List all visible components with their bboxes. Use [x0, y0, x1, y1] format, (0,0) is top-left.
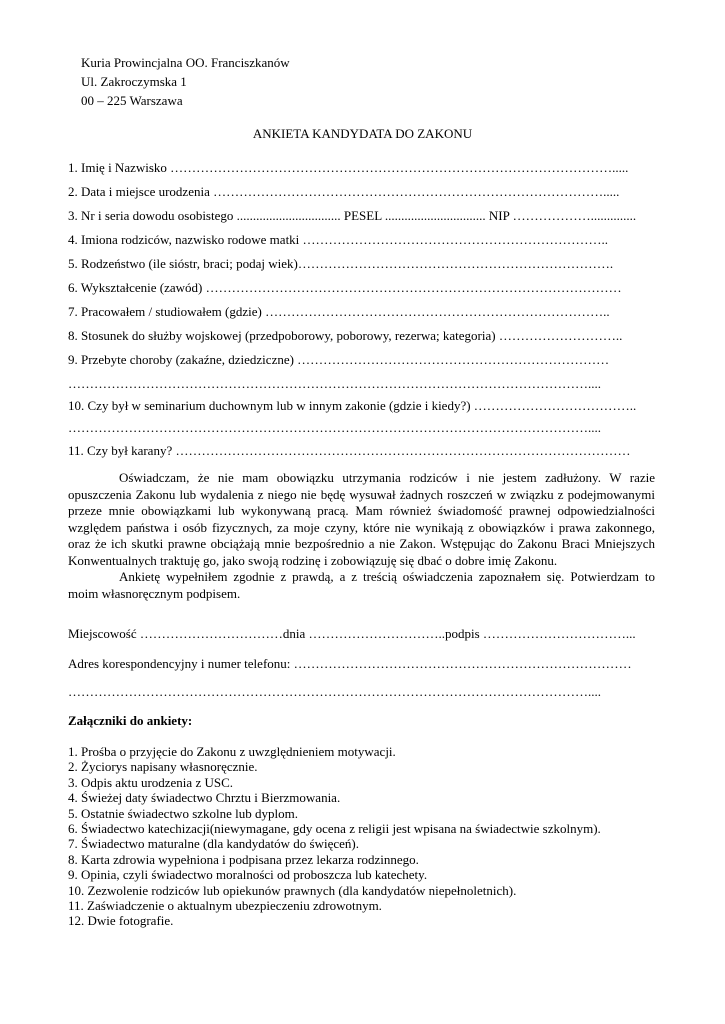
attachment-item: 4. Świeżej daty świadectwo Chrztu i Bierzmowania.: [68, 790, 341, 806]
address-line-2: Ul. Zakroczymska 1: [81, 74, 187, 89]
declaration-paragraph-2: Ankietę wypełniłem zgodnie z prawdą, a z treścią oświadczenia zapoznałem się. Potwierdzam to moim własnoręcznym podpisem.: [68, 569, 655, 601]
signature-line: Miejscowość ……………………………dnia …………………………..podpis ……………………………...: [68, 626, 636, 641]
question-1-name: 1. Imię i Nazwisko ………………………………………………………………………………………….....: [68, 160, 629, 175]
question-5-siblings: 5. Rodzeństwo (ile sióstr, braci; podaj wiek)……………………………………………………………….: [68, 256, 614, 271]
attachment-item: 11. Zaświadczenie o aktualnym ubezpieczeniu zdrowotnym.: [68, 898, 382, 914]
contact-line: Adres korespondencyjny i numer telefonu: ……………………………………………………………………: [68, 656, 632, 671]
attachment-item: 9. Opinia, czyli świadectwo moralności od proboszcza lub katechety.: [68, 867, 428, 883]
contact-line-continuation: …………………………………………………………………………………………………………....: [68, 684, 601, 699]
question-10-continuation: …………………………………………………………………………………………………………....: [68, 420, 601, 435]
attachments-heading: Załączniki do ankiety:: [68, 713, 193, 728]
attachment-item: 5. Ostatnie świadectwo szkolne lub dyplom.: [68, 805, 298, 821]
attachment-item: 8. Karta zdrowia wypełniona i podpisana przez lekarza rodzinnego.: [68, 851, 419, 867]
question-10-seminary: 10. Czy był w seminarium duchownym lub w innym zakonie (gdzie i kiedy?) ………………………………..: [68, 398, 637, 413]
attachment-item: 6. Świadectwo katechizacji(niewymagane, gdy ocena z religii jest wpisana na świadectwie szkolnym).: [68, 821, 601, 837]
question-3-id: 3. Nr i seria dowodu osobistego ................................ PESEL ............................... NIP ………………..............: [68, 208, 637, 223]
attachment-item: 1. Prośba o przyjęcie do Zakonu z uwzględnieniem motywacji.: [68, 744, 396, 759]
question-7-work: 7. Pracowałem / studiowałem (gdzie) ……………………………………………………………………..: [68, 304, 610, 319]
declaration: [68, 470, 655, 602]
question-6-education: 6. Wykształcenie (zawód) ……………………………………………………………………………………: [68, 280, 622, 295]
question-9-illnesses: 9. Przebyte choroby (zakaźne, dziedziczne) ………………………………………………………………: [68, 352, 610, 367]
recipient-address: [81, 53, 290, 110]
question-4-parents: 4. Imiona rodziców, nazwisko rodowe matki ……………………………………………………………..: [68, 232, 609, 247]
address-line-1: Kuria Prowincjalna OO. Franciszkanów: [81, 55, 290, 70]
attachment-item: 3. Odpis aktu urodzenia z USC.: [68, 774, 234, 790]
attachment-item: 12. Dwie fotografie.: [68, 913, 174, 929]
declaration-paragraph-1: Oświadczam, że nie mam obowiązku utrzymania rodziców i nie jestem zadłużony. W razie opuszczenia Zakonu lub wydalenia z niego nie będę wysuwał żadnych roszczeń w związku z podejmowanymi przeze mnie obowiązkami lub wykonywaną pracą. Mam również świadomość prawnej odpowiedzialności względem państwa i osób fizycznych, za moje czyny, które nie wynikają z obowiązków i prawa zakonnego, oraz że ich skutki prawne obciążają mnie bezpośrednio a nie Zakon. Wstępując do Zakonu Braci Mniejszych Konwentualnych traktuję go, jako swoją rodzinę i zobowiązuję się dbać o dobre imię Zakonu.: [68, 470, 655, 568]
address-line-3: 00 – 225 Warszawa: [81, 93, 183, 108]
attachments-list: [68, 744, 601, 929]
question-11-criminal: 11. Czy był karany? ……………………………………………………………………………………………: [68, 443, 631, 458]
question-2-birth: 2. Data i miejsce urodzenia ……………………………………………………………………………….....: [68, 184, 620, 199]
attachment-item: 10. Zezwolenie rodziców lub opiekunów prawnych (dla kandydatów niepełnoletnich).: [68, 882, 517, 898]
question-8-military: 8. Stosunek do służby wojskowej (przedpoborowy, poborowy, rezerwa; kategoria) ………………………..: [68, 328, 623, 343]
attachment-item: 2. Życiorys napisany własnoręcznie.: [68, 759, 258, 775]
question-9-continuation: …………………………………………………………………………………………………………....: [68, 376, 601, 391]
document-title: ANKIETA KANDYDATA DO ZAKONU: [252, 126, 473, 141]
attachment-item: 7. Świadectwo maturalne (dla kandydatów do święceń).: [68, 836, 359, 852]
